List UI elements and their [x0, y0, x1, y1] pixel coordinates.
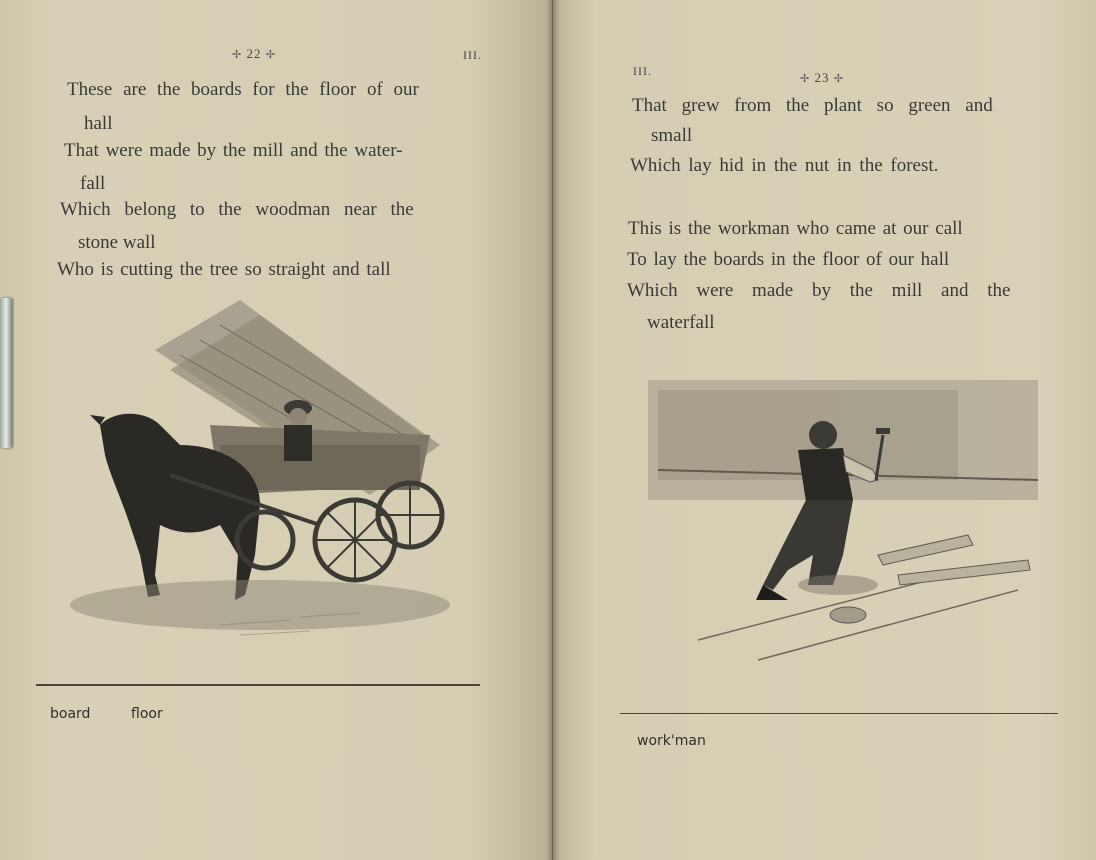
verse-line: These are the boards for the floor of our [67, 79, 419, 100]
verse-line: Which lay hid in the nut in the forest. [630, 155, 939, 176]
verse-line: hall [84, 113, 113, 134]
ornament-icon: ✢ [800, 73, 811, 85]
verse-line: Who is cutting the tree so straight and tall [57, 259, 391, 280]
verse-line: small [651, 125, 693, 146]
ornament-icon: ✢ [833, 73, 844, 85]
verse-line: waterfall [647, 312, 715, 333]
right-page [553, 0, 1096, 860]
right-page-number: ✢ 23 ✢ [800, 70, 844, 85]
ornament-icon: ✢ [232, 49, 243, 61]
workman-illustration [638, 360, 1058, 680]
vocab-word: floor [131, 706, 163, 722]
left-page-number: ✢ 22 ✢ [232, 46, 276, 61]
vocab-word: board [50, 706, 91, 722]
verse-line: That were made by the mill and the water- [64, 140, 403, 161]
right-chapter-numeral: III. [633, 64, 652, 78]
verse-line: This is the workman who came at our call [628, 218, 963, 239]
left-chapter-numeral: III. [463, 48, 482, 62]
verse-line: To lay the boards in the floor of our hall [627, 249, 950, 270]
horse-wagon-illustration [60, 295, 480, 645]
verse-line: Which were made by the mill and the [627, 280, 1011, 301]
verse-line: That grew from the plant so green and [632, 95, 993, 116]
divider-rule [620, 713, 1058, 714]
verse-line: Which belong to the woodman near the [60, 199, 414, 220]
verse-line: fall [80, 173, 106, 194]
vocab-word: work'man [637, 733, 706, 749]
verse-line: stone wall [78, 232, 156, 253]
binder-clip [0, 298, 12, 448]
divider-rule [36, 684, 480, 686]
book-gutter [546, 0, 560, 860]
ornament-icon: ✢ [265, 49, 276, 61]
